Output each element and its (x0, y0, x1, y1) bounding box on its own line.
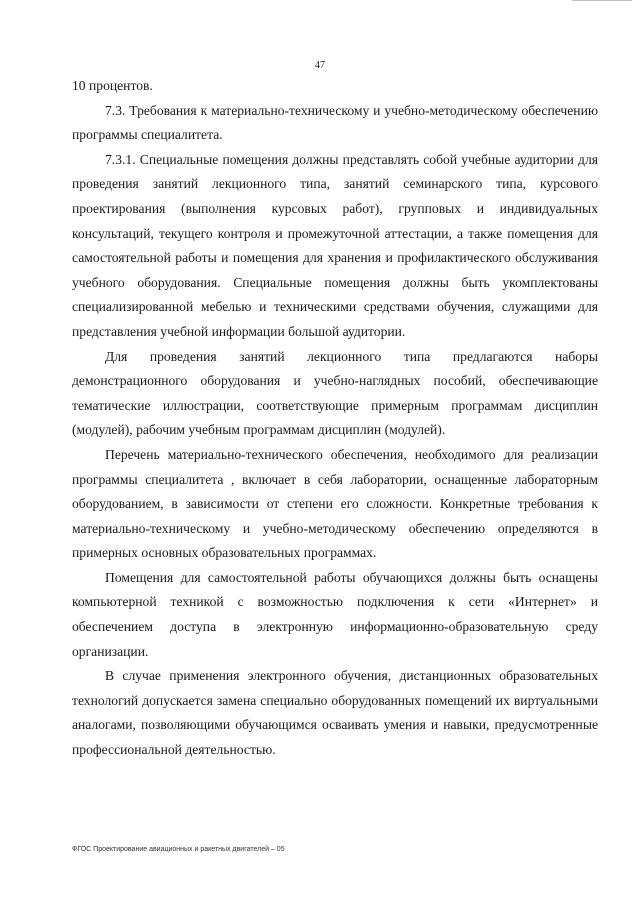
paragraph-laboratories: Перечень материально-технического обеспечения, необходимого для реализации программы специалитета , включает в себя лаборатории, оснащенные лабораторным оборудованием, в зависимости от степени его сложности. Конкретные требования к материально-техническому и учебно-методическому обеспечению определяются в примерных основных образовательных программах. (72, 446, 598, 561)
page-number: 47 (315, 60, 325, 71)
paragraph-self-study-rooms: Помещения для самостоятельной работы обучающихся должны быть оснащены компьютерной техникой с возможностью подключения к сети «Интернет» и обеспечением доступа в электронную информационно-образовательную среду организации. (72, 569, 598, 659)
paragraph-continuation: 10 процентов. (72, 78, 153, 93)
paragraph-special-rooms: 7.3.1. Специальные помещения должны представлять собой учебные аудитории для проведения занятий лекционного типа, занятий семинарского типа, курсового проектирования (выполнения курсовых работ), групповых и индивидуальных консультаций, текущего контроля и промежуточной аттестации, а также помещения для самостоятельной работы и помещения для хранения и профилактического обслуживания учебного оборудования. Специальные помещения должны быть укомплектованы специализированной мебелью и техническими средствами обучения, служащими для представления учебной информации большой аудитории. (72, 151, 598, 339)
page-footer: ФГОС Проектирование авиационных и ракетных двигателей – 05 (72, 846, 285, 853)
scan-edge-mark (572, 0, 632, 1)
body-text (72, 74, 598, 763)
paragraph-e-learning: В случае применения электронного обучения, дистанционных образовательных технологий допускается замена специально оборудованных помещений их виртуальными аналогами, позволяющими обучающимся осваивать умения и навыки, предусмотренные профессиональной деятельностью. (72, 668, 598, 758)
paragraph-section-heading: 7.3. Требования к материально-техническому и учебно-методическому обеспечению программы специалитета. (72, 102, 598, 143)
paragraph-lecture-equipment: Для проведения занятий лекционного типа предлагаются наборы демонстрационного оборудования и учебно-наглядных пособий, обеспечивающие тематические иллюстрации, соответствующие примерным программам дисциплин (модулей), рабочим учебным программам дисциплин (модулей). (72, 348, 598, 438)
